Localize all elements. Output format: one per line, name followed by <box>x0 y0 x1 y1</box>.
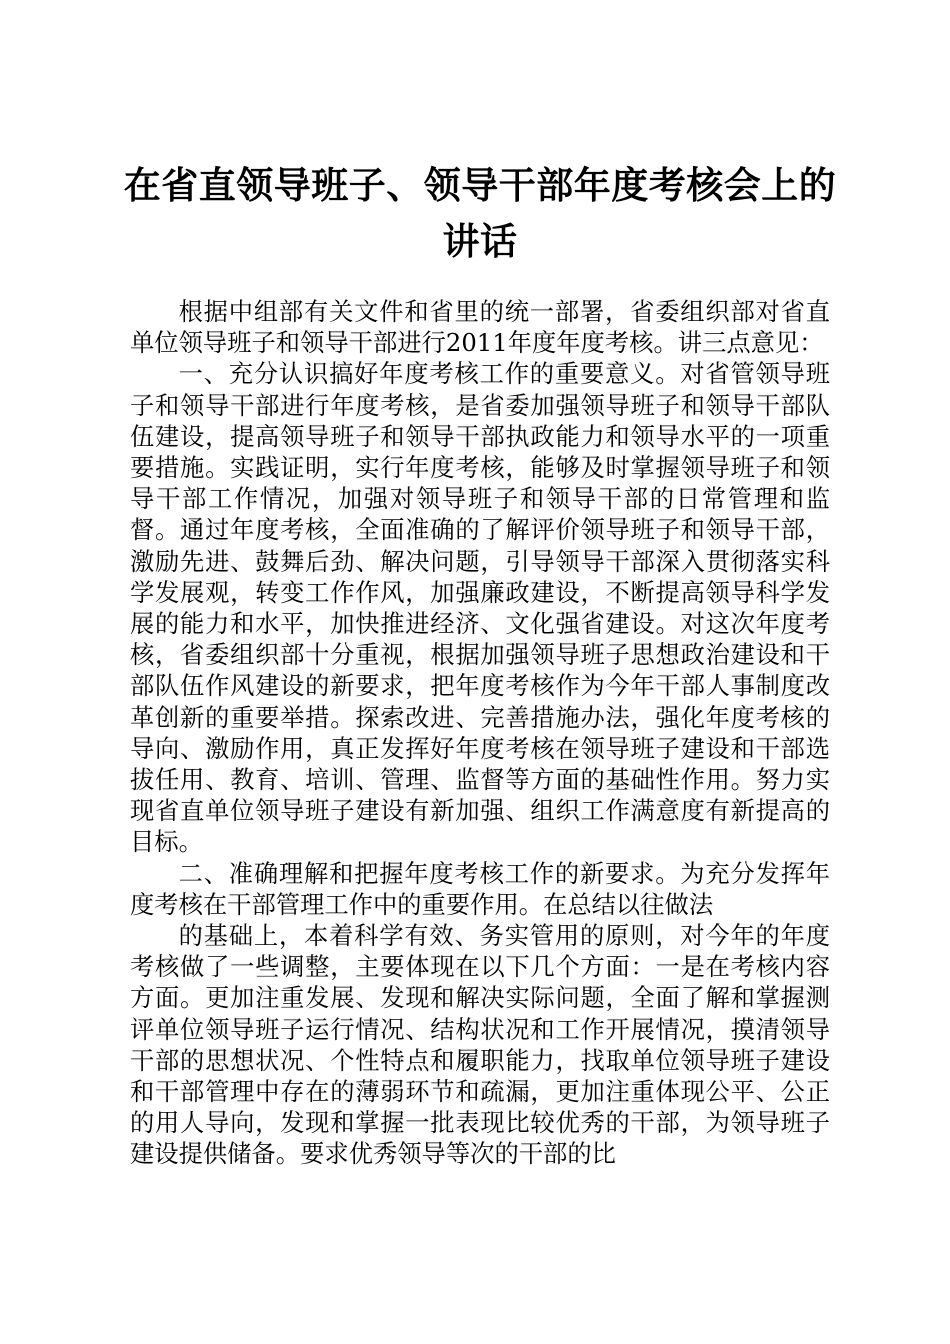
document-title: 在省直领导班子、领导干部年度考核会上的讲话 <box>123 164 837 263</box>
paragraph-point-two: 二、准确理解和把握年度考核工作的新要求。为充分发挥年度考核在干部管理工作中的重要作用。在总结以往做法 <box>130 858 830 919</box>
paragraph-point-two-continued: 的基础上，本着科学有效、务实管用的原则，对今年的年度考核做了一些调整，主要体现在以下几个方面：一是在考核内容方面。更加注重发展、发现和解决实际问题，全面了解和掌握测评单位领导班子运行情况、结构状况和工作开展情况，摸清领导干部的思想状况、个性特点和履职能力，找取单位领导班子建设和干部管理中存在的薄弱环节和疏漏，更加注重体现公平、公正的用人导向，发现和掌握一批表现比较优秀的干部，为领导班子建设提供储备。要求优秀领导等次的干部的比 <box>130 921 830 1169</box>
paragraph-intro: 根据中组部有关文件和省里的统一部署，省委组织部对省直单位领导班子和领导干部进行2011年度年度考核。讲三点意见： <box>130 297 830 358</box>
paragraph-point-one: 一、充分认识搞好年度考核工作的重要意义。对省管领导班子和领导干部进行年度考核，是省委加强领导班子和领导干部队伍建设，提高领导班子和领导干部执政能力和领导水平的一项重要措施。实践证明，实行年度考核，能够及时掌握领导班子和领导干部工作情况，加强对领导班子和领导干部的日常管理和监督。通过年度考核，全面准确的了解评价领导班子和领导干部，激励先进、鼓舞后劲、解决问题，引导领导干部深入贯彻落实科学发展观，转变工作作风，加强廉政建设，不断提高领导科学发展的能力和水平，加快推进经济、文化强省建设。对这次年度考核，省委组织部十分重视，根据加强领导班子思想政治建设和干部队伍作风建设的新要求，把年度考核作为今年干部人事制度改革创新的重要举措。探索改进、完善措施办法，强化年度考核的导向、激励作用，真正发挥好年度考核在领导班子建设和干部选拔任用、教育、培训、管理、监督等方面的基础性作用。努力实现省直单位领导班子建设有新加强、组织工作满意度有新提高的目标。 <box>130 359 830 857</box>
document-body <box>130 296 830 1170</box>
